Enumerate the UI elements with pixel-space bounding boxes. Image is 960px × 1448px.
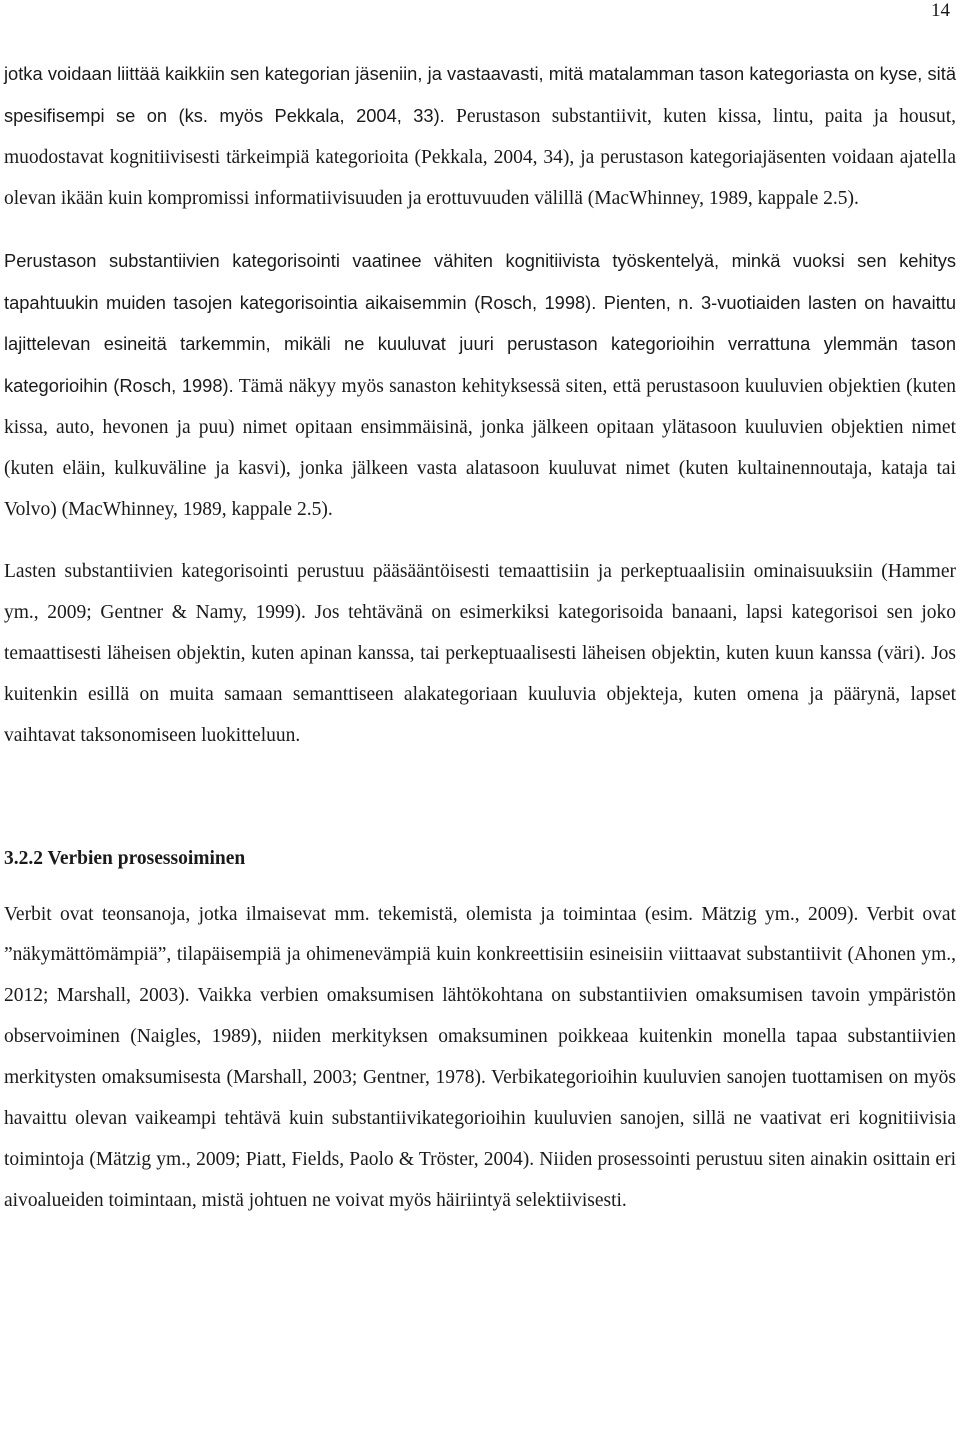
- paragraph-text: Verbit ovat teonsanoja, jotka ilmaisevat mm. tekemistä, olemista ja toimintaa (esim. Mätzig ym., 2009). Verbit ovat ”näkymättömämpiä”, tilapäisempiä ja ohimenevämpiä kuin konkreettisiin esineisiin viittaavat substantiivit (Ahonen ym., 2012; Marshall, 2003). Vaikka verbien omaksumisen lähtökohtana on substantiivien omaksumisen tavoin ympäristön observoiminen (Naigles, 1989), niiden merkityksen omaksuminen poikkeaa kuitenkin monella tapaa substantiivien merkitysten omaksumisesta (Marshall, 2003; Gentner, 1978). Verbikategorioihin kuuluvien sanojen tuottamisen on myös havaittu olevan vaikeampi tehtävä kuin substantiivikategorioihin kuuluvien sanojen, sillä ne vaativat eri kognitiivisia toimintoja (Mätzig ym., 2009; Piatt, Fields, Paolo & Tröster, 2004). Niiden prosessointi perustuu siten ainakin osittain eri aivoalueiden toimintaan, mistä johtuen ne voivat myös häiriintyä selektiivisesti.: [4, 903, 956, 1211]
- paragraph: [4, 895, 956, 1222]
- paragraph-text: Tämä näkyy myös sanaston kehityksessä siten, että perustasoon kuuluvien objektien (kuten kissa, auto, hevonen ja puu) nimet opitaan ensimmäisinä, jonka jälkeen opitaan ylätasoon kuuluvien objektien nimet (kuten eläin, kulkuväline ja kasvi), jonka jälkeen vasta alatasoon kuuluvat nimet (kuten kultainennoutaja, kataja tai Volvo) (MacWhinney, 1989, kappale 2.5).: [4, 376, 956, 521]
- section-heading: 3.2.2 Verbien prosessoiminen: [4, 847, 246, 869]
- intro-paragraphs: [4, 54, 956, 757]
- paragraph-text: Lasten substantiivien kategorisointi perustuu pääsääntöisesti temaattisiin ja perkeptuaalisiin ominaisuuksiin (Hammer ym., 2009; Gentner & Namy, 1999). Jos tehtävänä on esimerkiksi kategorisoida banaani, lapsi kategorisoi sen joko temaattisesti läheisen objektin, kuten apinan kanssa, tai perkeptuaalisesti läheisen objektin, kuten kuun kanssa (väri). Jos kuitenkin esillä on muita samaan semanttiseen alakategoriaan kuuluvia objekteja, kuten omena ja päärynä, lapset vaihtavat taksonomiseen luokitteluun.: [4, 560, 956, 746]
- page-number: 14: [931, 0, 950, 21]
- paragraph-text: Perustason substantiivit, kuten kissa, lintu, paita ja housut, muodostavat kognitiivisesti tärkeimpiä kategorioita (Pekkala, 2004, 34), ja perustason kategoriajäsenten voidaan ajatella olevan ikään kuin kompromissi informatiivisuuden ja erottuvuuden välillä (MacWhinney, 1989, kappale 2.5).: [4, 105, 956, 209]
- paragraph: [4, 54, 956, 220]
- paragraph: [4, 552, 956, 757]
- document-body: [4, 54, 956, 1222]
- paragraph-text: Perustason substantiivien kategorisointi vaatinee vähiten kognitiivista työskentelyä, minkä vuoksi sen kehitys tapahtuukin muiden tasojen kategorisointia aikaisemmin (Rosch, 1998). Pienten, n. 3-vuotiaiden lasten on havaittu lajittelevan esineitä tarkemmin, mikäli ne kuuluvat juuri perustason kategorioihin verrattuna ylemmän tason kategorioihin (Rosch, 1998).: [4, 249, 956, 397]
- section-paragraphs: [4, 895, 956, 1222]
- paragraph-text: jotka voidaan liittää kaikkiin sen kategorian jäseniin, ja vastaavasti, mitä matalamman tason kategoriasta on kyse, sitä spesifisempi se on (ks. myös Pekkala, 2004, 33).: [4, 63, 956, 126]
- paragraph: [4, 241, 956, 531]
